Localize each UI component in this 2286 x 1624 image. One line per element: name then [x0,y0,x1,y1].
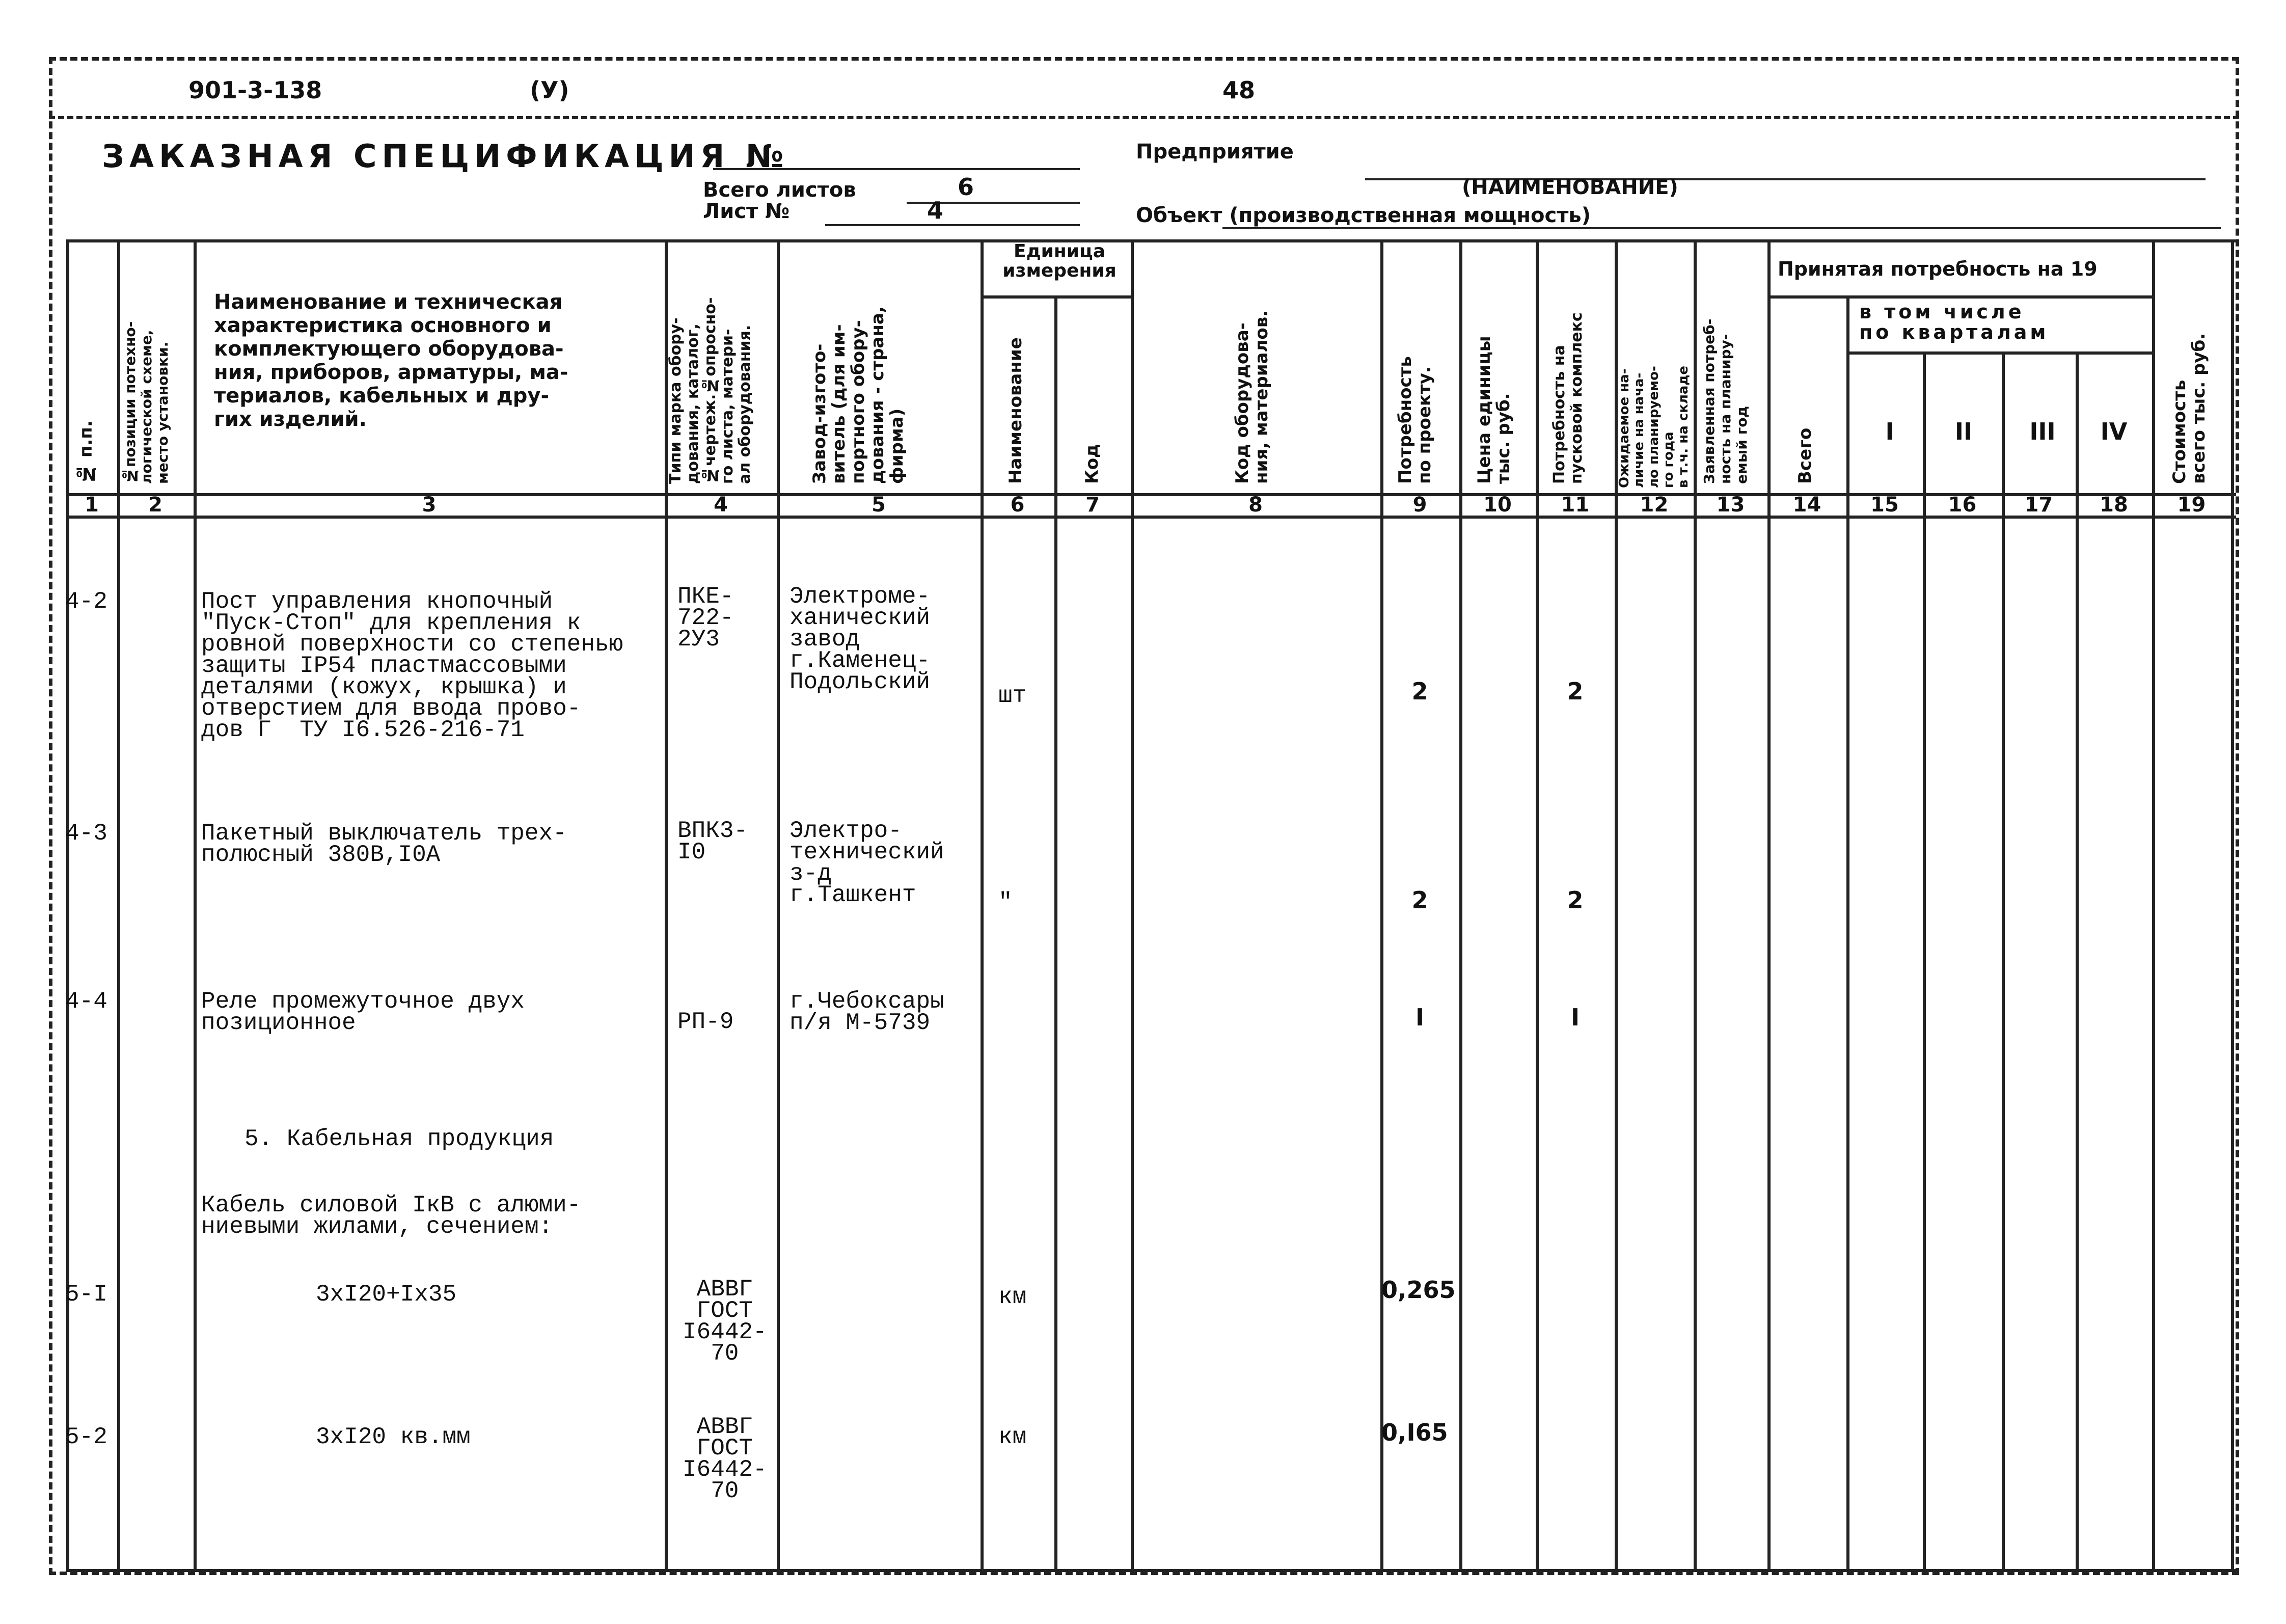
col-line [66,239,69,1572]
col-header-17: III [2029,418,2056,445]
col-line [194,239,197,1572]
col-number: 2 [148,493,162,517]
doc-code: 901-3-138 [188,76,322,104]
col-number: 15 [1870,493,1899,517]
row-position: 4-2 [65,588,107,615]
col-number: 9 [1412,493,1427,517]
sheet-number: 4 [927,197,944,224]
col-number: 13 [1716,493,1745,517]
row-type: АВВГ ГОСТ I6442- 70 [683,1414,767,1504]
col-header-9: Потребность по проекту. [1395,356,1435,484]
accepted-group-header: Принятая потребность на 19 [1778,258,2098,280]
col-line [2076,351,2079,1572]
col-header-12: Ожидаемое на- личие на нача- ло планируемо- го года в т.ч. на складе [1617,365,1691,488]
quarters-group-header: в том числе по кварталам [1859,301,2049,343]
col-header-16: II [1954,418,1973,445]
object-line [1222,227,2221,229]
row-type: ПКЕ- 722- 2У3 [677,583,734,653]
col-header-7: Код [1082,444,1102,484]
col-header-14: Всего [1795,427,1815,484]
col-line [1054,295,1057,1572]
sheets-total-label: Всего листов [703,178,856,202]
subsection-heading: Кабель силовой IкВ с алюми- ниевыми жилами, сечением: [201,1192,581,1240]
col-line [1923,351,1926,1572]
col-line [1131,239,1134,1572]
row-name: Пакетный выключатель трех- полюсный 380В,I0А [201,820,567,868]
col-line [1694,239,1697,1572]
row-name: 3хI20+Iх35 [316,1281,457,1308]
table-bottom-border [66,1569,2236,1572]
doc-mark: (У) [530,76,569,104]
object-label: Объект (производственная мощность) [1136,204,1591,227]
col-line [2152,239,2155,1572]
col-line [117,239,120,1572]
col-number: 17 [2024,493,2053,517]
header-divider [49,116,2239,119]
col-number: 8 [1248,493,1263,517]
col-number: 6 [1010,493,1025,517]
row-position: 5-I [65,1281,107,1308]
row-launch: I [1570,1004,1580,1031]
col-line [2002,351,2005,1572]
col-header-5: Завод-изгото- витель (для им- портного обору- дования - страна, фирма) [809,306,907,484]
row-launch: 2 [1567,886,1584,914]
col-number: 11 [1561,493,1590,517]
spec-number-line [713,168,1080,170]
doc-title: ЗАКАЗНАЯ СПЕЦИФИКАЦИЯ № [102,138,789,175]
col-number: 1 [85,493,99,517]
unit-group-header: Единица измерения [1002,241,1117,281]
col-number: 14 [1792,493,1821,517]
row-need: I [1415,1004,1425,1031]
enterprise-label: Предприятие [1136,140,1294,164]
row-type: РП-9 [677,1009,734,1035]
row-need: 0,265 [1381,1276,1456,1304]
row-position: 4-4 [65,988,107,1015]
col-number: 12 [1640,493,1669,517]
col-line [2231,239,2234,1572]
sheet-line [825,224,1080,226]
quarters-group-divider [1846,351,2155,355]
col-header-18: IV [2100,418,2128,445]
sheets-total: 6 [958,173,974,201]
row-unit: км [998,1284,1027,1310]
section-heading: 5. Кабельная продукция [244,1126,554,1152]
row-unit: км [998,1424,1027,1450]
col-line [981,239,984,1572]
col-number: 5 [872,493,886,517]
col-header-11: Потребность на пусковой комплекс [1550,312,1586,484]
row-name: Реле промежуточное двух позиционное [201,988,525,1036]
col-header-3: Наименование и техническая характеристика основного и комплектующего оборудова- ния, приборов, арматуры, ма- териалов, кабельных и дру- гих изделий. [214,290,568,431]
col-number: 16 [1948,493,1977,517]
col-number: 3 [422,493,437,517]
col-header-2: №позиции потехно- логической схеме, место установки. [122,321,171,484]
col-header-10: Цена единицы тыс. руб. [1474,336,1514,484]
col-header-6: Наименование [1005,337,1026,484]
row-need: 2 [1411,886,1428,914]
row-position: 5-2 [65,1424,107,1450]
row-need: 2 [1411,678,1428,705]
accepted-group-divider [1767,295,2155,299]
row-unit: " [998,889,1013,915]
row-unit: шт [998,683,1027,709]
col-line [1846,295,1849,1572]
page-number: 48 [1222,76,1256,104]
col-number: 4 [714,493,728,517]
naming-label: (НАИМЕНОВАНИЕ) [1462,176,1678,199]
row-name: 3хI20 кв.мм [316,1424,471,1450]
table-top-border [66,239,2236,242]
row-position: 4-3 [65,820,107,847]
row-need: 0,I65 [1381,1419,1448,1446]
page-frame [49,57,2239,1575]
col-line [1459,239,1462,1572]
row-launch: 2 [1567,678,1584,705]
col-number: 18 [2100,493,2128,517]
col-header-4: Типи марка обору- дования, каталог, №чертеж.№опросно- го листа, матери- ал оборудования. [667,297,754,484]
row-name: Пост управления кнопочный "Пуск-Стоп" для крепления к ровной поверхности со степенью защиты IР54 пластмассовыми деталями (кожух, крышка) и отверстием для ввода прово- дов Г ТУ I6.526-216-71 [201,588,623,743]
row-maker: г.Чебоксары п/я М-5739 [790,988,944,1036]
col-line [1767,239,1771,1572]
row-maker: Электроме- ханический завод г.Каменец- Подольский [790,583,931,695]
row-maker: Электро- технический з-д г.Ташкент [790,818,944,908]
sheet-label: Лист № [703,200,790,223]
col-header-15: I [1885,418,1894,445]
col-number: 7 [1085,493,1100,517]
col-line [777,239,780,1572]
col-number: 10 [1483,493,1512,517]
col-header-19: Стоимость всего тыс. руб. [2169,333,2209,484]
col-header-8: Код оборудова- ния, материалов. [1232,310,1272,484]
col-number: 19 [2177,493,2206,517]
unit-group-divider [981,295,1133,299]
row-type: ВПК3- I0 [677,818,748,865]
col-header-13: Заявленная потреб- ность на планиру- емый год [1701,318,1750,484]
row-type: АВВГ ГОСТ I6442- 70 [683,1276,767,1367]
col-header-1: № п.п. [76,420,96,484]
